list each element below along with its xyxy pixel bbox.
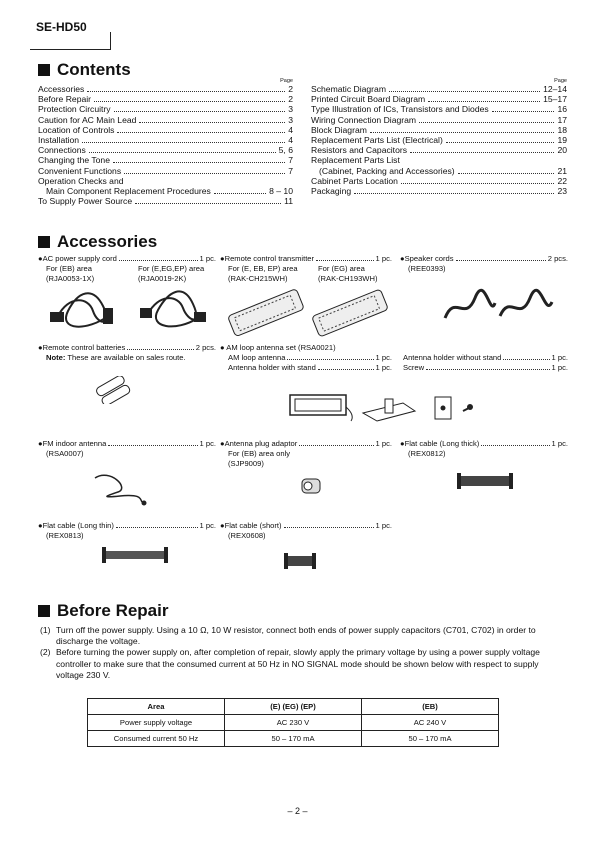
toc-leader [113,156,285,163]
toc-entry [311,94,567,104]
section-square-icon [38,236,50,248]
toc-entry-page: 8 – 10 [269,185,293,196]
toc-leader [370,126,555,133]
item-part-number: (RAK-CH215WH) [228,274,288,283]
toc-entry-page: 11 [284,196,293,207]
toc-leader [139,116,285,123]
table-cell: 50 – 170 mA [225,731,362,747]
toc-entry [38,186,293,196]
flat-cable-short-illustration [282,550,318,572]
toc-entry-page: 12–14 [543,84,567,94]
item-part-number: (REX0813) [46,531,84,540]
toc-entry [311,166,567,176]
accessories-title: Accessories [57,232,158,251]
accessory-flat-cable-thin: ● Flat cable (Long thin) 1 pc. (REX0813) [38,521,216,540]
item-qty: 1 pc. [551,353,568,362]
toc-entry-page: 15–17 [543,94,567,105]
toc-leader [354,187,554,194]
item-name: AM loop antenna [228,353,286,362]
toc-entry-page: 19 [557,134,567,145]
accessory-batteries: ● Remote control batteries 2 pcs. Note: These are available on sales route. [38,343,216,362]
toc-entry [38,115,293,125]
accessory-ac-cord: ● AC power supply cord 1 pc. For (EB) area For (E,EG,EP) area (RJA0053-1X) (RJA0019-2K) [38,254,216,283]
table-row [88,715,499,731]
item-name: Antenna plug adaptor [224,439,298,448]
toc-entry [311,135,567,145]
batteries-illustration [92,376,136,404]
note-text: These are available on sales route. [67,353,186,362]
item-name: AM loop antenna set (RSA0021) [226,343,336,352]
item-name: FM indoor antenna [42,439,107,448]
item-qty: 1 pc. [551,363,568,372]
toc-entry [38,166,293,176]
toc-entry-page: 2 [288,94,293,105]
table-cell: AC 230 V [225,715,362,731]
toc-entry [38,135,293,145]
item-part-number: (REX0812) [408,449,446,458]
toc-entry-page: 22 [557,175,567,186]
toc-entry-page: 7 [288,165,293,176]
item-variant-label: For (E,EG,EP) area [138,264,205,273]
toc-entry-page: 16 [557,104,567,115]
toc-entry-label: Wiring Connection Diagram [311,114,417,125]
toc-entry-label: Installation [38,134,80,145]
toc-entry-label: Main Component Replacement Procedures [46,185,211,196]
item-qty: 2 pcs. [547,254,568,263]
toc-leader [94,95,285,102]
accessory-speaker-cords: ● Speaker cords 2 pcs. (REE0393) [400,254,568,273]
toc-leader [401,177,554,184]
table-cell: 50 – 170 mA [362,731,499,747]
toc-entry-label: Changing the Tone [38,155,110,166]
accessory-fm-antenna: ● FM indoor antenna 1 pc. (RSA0007) [38,439,216,458]
header-rule-vertical [110,32,111,50]
item-qty: 1 pc. [375,439,392,448]
item-part-number: (REX0608) [228,531,266,540]
toc-leader [428,95,540,102]
before-repair-title: Before Repair [57,601,169,620]
toc-entry-label: Operation Checks and [38,175,124,186]
item-part-number: (RJA0053-1X) [46,274,95,283]
toc-entry-page: 17 [557,114,567,125]
accessory-am-loop-set: ● AM loop antenna set (RSA0021) AM loop antenna 1 pc. Antenna holder without stand 1 pc. Antenna holder with stand 1 pc. Screw 1 pc. [220,343,568,372]
table-header: (EB) [362,699,499,715]
note-label: Note: [46,353,66,362]
header-rule [30,49,110,50]
step-text: Before turning the power supply on, after completion of repair, slowly apply the primary voltage by using a power supply voltage [56,647,540,658]
flat-cable-thick-illustration [455,470,515,492]
step-text: voltage 230 V. [56,669,111,680]
toc-entry-label: Resistors and Capacitors [311,145,408,156]
contents-right-column [311,76,567,196]
toc-entry-label: Caution for AC Main Lead [38,114,137,125]
remote-control-illustration [225,288,395,338]
toc-entry [311,125,567,135]
toc-entry-label: Printed Circuit Board Diagram [311,94,426,105]
toc-leader [114,105,286,112]
item-part-number: (REE0393) [408,264,446,273]
toc-entry-page: 21 [557,165,567,176]
toc-leader [89,146,276,153]
accessories-heading [38,232,157,252]
before-repair-steps [40,625,575,681]
item-name: Flat cable (short) [224,521,282,530]
section-square-icon [38,64,50,76]
toc-entry-label: Replacement Parts List (Electrical) [311,134,443,145]
item-variant-label: For (E, EB, EP) area [228,264,298,273]
fm-antenna-illustration [90,468,150,508]
item-part-number: (RAK-CH193WH) [318,274,378,283]
table-row [88,731,499,747]
toc-entry [38,84,293,94]
item-name: Remote control transmitter [224,254,315,263]
item-qty: 1 pc. [375,363,392,372]
toc-leader [389,85,540,92]
item-qty: 2 pcs. [195,343,216,352]
item-name: Remote control batteries [42,343,126,352]
toc-entry [38,176,293,186]
toc-entry [38,196,293,206]
item-name: AC power supply cord [42,254,117,263]
toc-entry [311,84,567,94]
toc-entry-label: (Cabinet, Packing and Accessories) [319,165,455,176]
page-column-label: Page [554,78,567,84]
toc-entry [311,145,567,155]
toc-entry [311,115,567,125]
power-spec-table [87,698,499,747]
contents-left-column [38,76,293,206]
toc-entry-page: 20 [557,145,567,156]
toc-entry-label: Type Illustration of ICs, Transistors and Diodes [311,104,489,115]
step-1 [40,625,575,636]
table-header-row [88,699,499,715]
item-name: Antenna holder with stand [228,363,316,372]
toc-entry-page: 5, 6 [278,145,293,156]
toc-entry-label: Replacement Parts List [311,155,400,166]
item-name: Antenna holder without stand [403,353,502,362]
table-header: (E) (EG) (EP) [225,699,362,715]
table-cell: Consumed current 50 Hz [88,731,225,747]
toc-leader [214,187,266,194]
flat-cable-thin-illustration [100,544,170,566]
toc-leader [446,136,555,143]
am-loop-antenna-illustration [285,385,485,427]
toc-entry [38,155,293,165]
toc-entry-page: 3 [288,114,293,125]
item-qty: 1 pc. [199,521,216,530]
item-qty: 1 pc. [551,439,568,448]
page-column-label: Page [280,78,293,84]
item-variant-label: For (EG) area [318,264,365,273]
contents-title: Contents [57,60,131,79]
toc-entry [38,125,293,135]
toc-entry [311,155,567,165]
item-name: Screw [403,363,425,372]
toc-entry [38,94,293,104]
toc-entry-page: 3 [288,104,293,115]
toc-leader [135,197,281,204]
accessory-remote: ● Remote control transmitter 1 pc. For (E, EB, EP) area For (EG) area (RAK-CH215WH) (RAK-CH193WH) [220,254,392,283]
toc-leader [419,116,554,123]
item-qty: 1 pc. [375,521,392,530]
item-name: Flat cable (Long thin) [42,521,114,530]
toc-entry-page: 2 [288,84,293,94]
toc-entry-page: 4 [288,124,293,135]
accessory-flat-cable-thick: ● Flat cable (Long thick) 1 pc. (REX0812) [400,439,568,458]
toc-entry-label: Accessories [38,84,85,94]
step-number: (1) [40,625,51,635]
toc-entry [311,186,567,196]
accessory-flat-cable-short: ● Flat cable (short) 1 pc. (REX0608) [220,521,392,540]
toc-leader [458,167,555,174]
accessory-plug-adaptor: ● Antenna plug adaptor 1 pc. For (EB) area only (SJP9009) [220,439,392,468]
section-square-icon [38,605,50,617]
toc-leader [492,105,555,112]
toc-entry-page: 7 [288,155,293,166]
table-cell: AC 240 V [362,715,499,731]
page-number: – 2 – [287,806,308,816]
step-text: Turn off the power supply. Using a 10 Ω, 10 W resistor, connect both ends of power supply capacitors (C701, C702) in order to [56,625,536,635]
item-qty: 1 pc. [375,353,392,362]
item-qty: 1 pc. [375,254,392,263]
ac-cord-illustration [48,286,208,336]
step-2 [40,647,575,658]
toc-leader [87,85,285,92]
item-name: Speaker cords [404,254,454,263]
model-number: SE-HD50 [36,20,87,34]
item-part-number: (RJA0019-2K) [138,274,187,283]
item-variant-label: For (EB) area only [228,449,291,458]
toc-entry-page: 23 [557,185,567,196]
item-variant-label: For (EB) area [46,264,92,273]
toc-entry [311,176,567,186]
toc-entry [38,145,293,155]
toc-entry-label: Block Diagram [311,124,367,135]
toc-leader [82,136,285,143]
step-number: (2) [40,647,51,658]
before-repair-heading [38,601,168,621]
toc-leader [124,167,285,174]
toc-entry-label: To Supply Power Source [38,196,133,207]
item-part-number: (RSA0007) [46,449,84,458]
toc-entry-label: Packaging [311,185,352,196]
toc-entry-page: 18 [557,124,567,135]
toc-entry-label: Cabinet Parts Location [311,175,398,186]
table-cell: Power supply voltage [88,715,225,731]
toc-entry [311,104,567,114]
item-name: Flat cable (Long thick) [404,439,480,448]
toc-leader [117,126,285,133]
step-text: controller to make sure that the consumed current at 50 Hz in NO SIGNAL mode should be shown below with respect to supply [56,658,539,669]
toc-leader [410,146,554,153]
toc-entry-label: Before Repair [38,94,92,105]
item-qty: 1 pc. [199,439,216,448]
toc-entry-label: Location of Controls [38,124,115,135]
plug-adaptor-illustration [298,476,324,496]
toc-entry-page: 4 [288,134,293,145]
speaker-cords-illustration [440,288,560,328]
toc-entry-label: Connections [38,145,86,156]
toc-entry-label: Protection Circuitry [38,104,111,115]
item-qty: 1 pc. [199,254,216,263]
toc-entry [38,104,293,114]
item-part-number: (SJP9009) [228,459,264,468]
step-text: discharge the voltage. [56,636,141,647]
toc-entry-label: Convenient Functions [38,165,122,176]
table-header: Area [88,699,225,715]
toc-entry-label: Schematic Diagram [311,84,386,94]
